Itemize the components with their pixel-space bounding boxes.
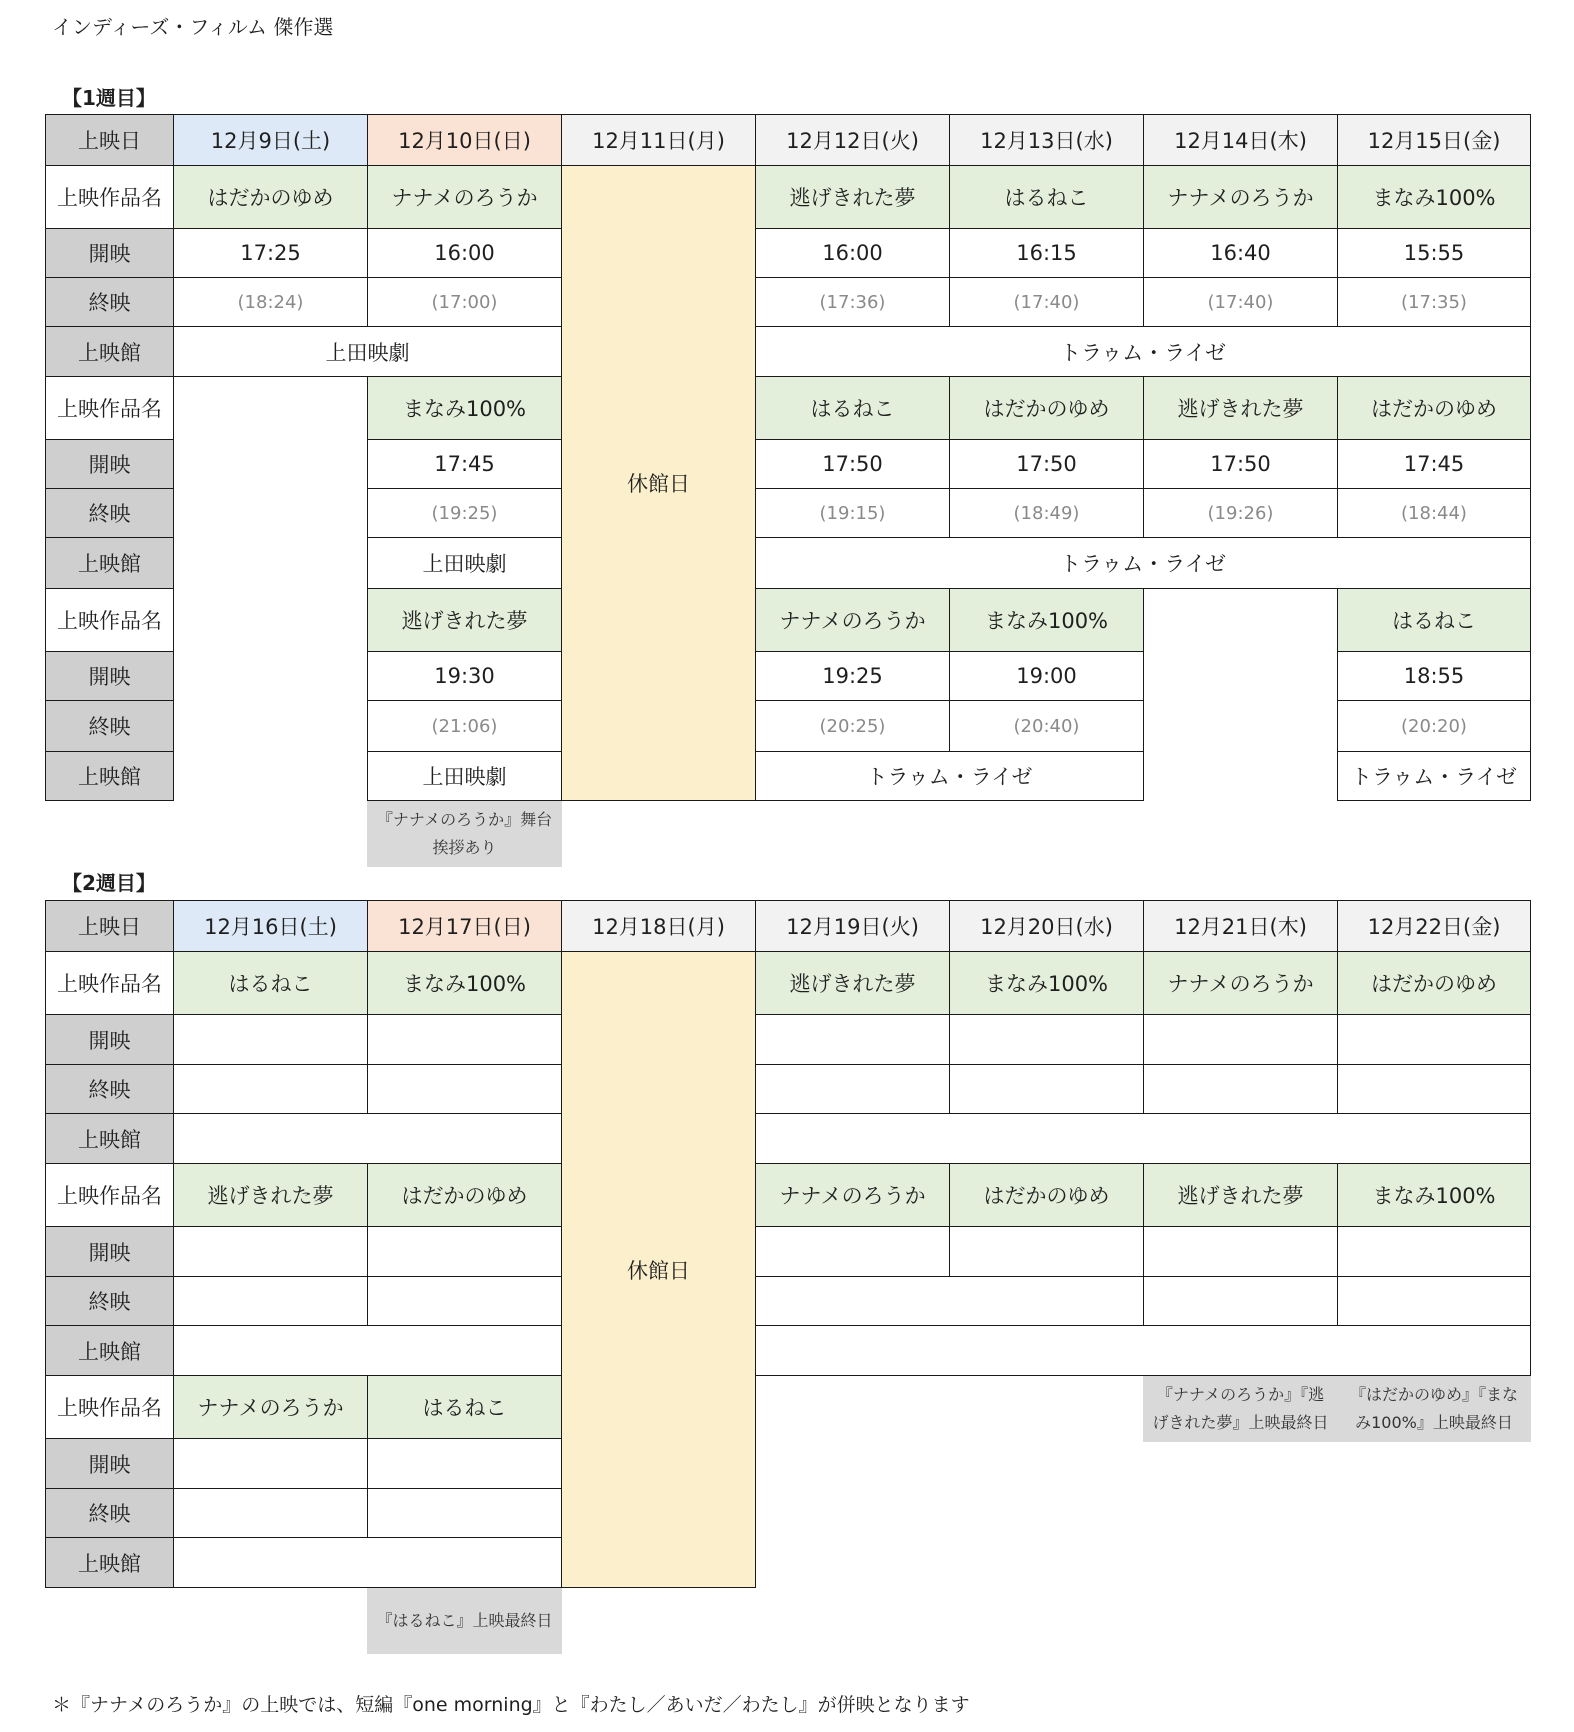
start-time-cell: 17:45 bbox=[1337, 439, 1531, 489]
start-time-cell bbox=[949, 1014, 1144, 1065]
date-header: 12月14日(木) bbox=[1143, 114, 1338, 166]
film-cell: はだかのゆめ bbox=[949, 1163, 1144, 1227]
start-time-cell bbox=[949, 1226, 1144, 1277]
end-time-cell: (18:49) bbox=[949, 488, 1144, 538]
row-label-film: 上映作品名 bbox=[45, 1163, 174, 1227]
date-header: 12月22日(金) bbox=[1337, 900, 1531, 952]
date-header: 12月13日(水) bbox=[949, 114, 1144, 166]
start-time-cell: 17:50 bbox=[949, 439, 1144, 489]
end-time-cell: (17:00) bbox=[367, 277, 562, 327]
row-label-end: 終映 bbox=[45, 277, 174, 327]
end-time-cell: (18:44) bbox=[1337, 488, 1531, 538]
note-line: 『ナナメのろうか』『逃 bbox=[1156, 1385, 1325, 1404]
closed-day-cell: 休館日 bbox=[561, 165, 756, 801]
page-title: インディーズ・フィルム 傑作選 bbox=[52, 15, 334, 39]
film-cell: まなみ100% bbox=[1337, 165, 1531, 229]
film-cell: はるねこ bbox=[1337, 588, 1531, 652]
film-cell: はるねこ bbox=[367, 1375, 562, 1439]
end-time-cell: (21:06) bbox=[367, 700, 562, 752]
end-time-cell bbox=[367, 1276, 562, 1326]
start-time-cell bbox=[367, 1438, 562, 1489]
film-cell: ナナメのろうか bbox=[755, 588, 950, 652]
start-time-cell: 16:00 bbox=[367, 228, 562, 278]
week2-label: 【2週目】 bbox=[62, 871, 156, 895]
theater-cell bbox=[173, 1537, 562, 1588]
film-cell: ナナメのろうか bbox=[173, 1375, 368, 1439]
film-cell: はだかのゆめ bbox=[1337, 951, 1531, 1015]
film-cell: はだかのゆめ bbox=[173, 165, 368, 229]
end-time-cell bbox=[1143, 1064, 1338, 1114]
date-header: 12月21日(木) bbox=[1143, 900, 1338, 952]
start-time-cell: 19:00 bbox=[949, 651, 1144, 701]
start-time-cell bbox=[173, 1438, 368, 1489]
start-time-cell: 16:15 bbox=[949, 228, 1144, 278]
theater-cell bbox=[173, 1113, 562, 1164]
note-line: げきれた夢』上映最終日 bbox=[1152, 1413, 1329, 1432]
end-time-cell bbox=[755, 1064, 950, 1114]
film-cell: 逃げきれた夢 bbox=[755, 951, 950, 1015]
film-cell: はだかのゆめ bbox=[949, 376, 1144, 440]
row-label-start: 開映 bbox=[45, 1438, 174, 1489]
start-time-cell: 18:55 bbox=[1337, 651, 1531, 701]
end-time-cell: (19:25) bbox=[367, 488, 562, 538]
row-label-end: 終映 bbox=[45, 1276, 174, 1326]
start-time-cell bbox=[367, 1226, 562, 1277]
row-label-end: 終映 bbox=[45, 1488, 174, 1538]
end-time-cell bbox=[173, 1064, 368, 1114]
theater-cell: トラゥム・ライゼ bbox=[755, 751, 1144, 801]
start-time-cell bbox=[173, 1226, 368, 1277]
date-header: 12月9日(土) bbox=[173, 114, 368, 166]
date-header: 12月20日(水) bbox=[949, 900, 1144, 952]
film-cell: はだかのゆめ bbox=[367, 1163, 562, 1227]
row-label-end: 終映 bbox=[45, 488, 174, 538]
row-label-theater: 上映館 bbox=[45, 1113, 174, 1164]
start-time-cell: 17:50 bbox=[1143, 439, 1338, 489]
end-time-cell: (17:35) bbox=[1337, 277, 1531, 327]
date-header: 12月19日(火) bbox=[755, 900, 950, 952]
end-time-cell: (17:40) bbox=[949, 277, 1144, 327]
film-cell: まなみ100% bbox=[367, 376, 562, 440]
end-time-cell: (18:24) bbox=[173, 277, 368, 327]
start-time-cell: 17:50 bbox=[755, 439, 950, 489]
note-stage-greeting bbox=[367, 801, 562, 867]
date-header: 12月16日(土) bbox=[173, 900, 368, 952]
note-last-day-thu bbox=[1143, 1376, 1338, 1442]
film-cell: ナナメのろうか bbox=[367, 165, 562, 229]
row-label-start: 開映 bbox=[45, 1226, 174, 1277]
note-line: 『はだかのゆめ』『まな bbox=[1349, 1385, 1518, 1404]
row-label-start: 開映 bbox=[45, 651, 174, 701]
end-time-cell: (17:40) bbox=[1143, 277, 1338, 327]
row-label-theater: 上映館 bbox=[45, 1325, 174, 1376]
row-label-theater: 上映館 bbox=[45, 1537, 174, 1588]
film-cell: 逃げきれた夢 bbox=[367, 588, 562, 652]
theater-cell: 上田映劇 bbox=[367, 537, 562, 589]
start-time-cell bbox=[1143, 1226, 1338, 1277]
theater-cell: トラゥム・ライゼ bbox=[755, 537, 1531, 589]
start-time-cell: 16:00 bbox=[755, 228, 950, 278]
film-cell: まなみ100% bbox=[1337, 1163, 1531, 1227]
row-label-start: 開映 bbox=[45, 1014, 174, 1065]
note-last-day-fri bbox=[1337, 1376, 1531, 1442]
film-cell: まなみ100% bbox=[949, 951, 1144, 1015]
end-time-cell bbox=[949, 1064, 1144, 1114]
end-time-cell bbox=[173, 1276, 368, 1326]
film-cell: はるねこ bbox=[949, 165, 1144, 229]
row-label-end: 終映 bbox=[45, 700, 174, 752]
row-label-theater: 上映館 bbox=[45, 751, 174, 801]
date-header: 12月17日(日) bbox=[367, 900, 562, 952]
row-label-theater: 上映館 bbox=[45, 537, 174, 589]
end-time-cell bbox=[367, 1064, 562, 1114]
date-header: 12月12日(火) bbox=[755, 114, 950, 166]
start-time-cell bbox=[173, 1014, 368, 1065]
end-time-cell bbox=[1337, 1276, 1531, 1326]
film-cell: まなみ100% bbox=[949, 588, 1144, 652]
end-time-cell bbox=[367, 1488, 562, 1538]
row-label-start: 開映 bbox=[45, 228, 174, 278]
start-time-cell bbox=[1337, 1226, 1531, 1277]
start-time-cell bbox=[755, 1014, 950, 1065]
start-time-cell: 19:30 bbox=[367, 651, 562, 701]
start-time-cell bbox=[1337, 1014, 1531, 1065]
film-cell: ナナメのろうか bbox=[1143, 951, 1338, 1015]
row-label-date: 上映日 bbox=[45, 114, 174, 166]
theater-cell bbox=[173, 1325, 562, 1376]
row-label-start: 開映 bbox=[45, 439, 174, 489]
theater-cell: 上田映劇 bbox=[367, 751, 562, 801]
date-header: 12月15日(金) bbox=[1337, 114, 1531, 166]
row-label-film: 上映作品名 bbox=[45, 165, 174, 229]
theater-cell bbox=[755, 1325, 1531, 1376]
start-time-cell: 17:25 bbox=[173, 228, 368, 278]
film-cell: 逃げきれた夢 bbox=[755, 165, 950, 229]
footnote: ＊『ナナメのろうか』の上映では、短編『one morning』と『わたし／あいだ／わたし』が併映となります bbox=[52, 1694, 970, 1716]
date-header: 12月11日(月) bbox=[561, 114, 756, 166]
row-label-end: 終映 bbox=[45, 1064, 174, 1114]
note-line: 『ナナメのろうか』舞台 bbox=[376, 810, 553, 829]
theater-cell: 上田映劇 bbox=[173, 326, 562, 377]
film-cell: 逃げきれた夢 bbox=[173, 1163, 368, 1227]
note-last-day-sun: 『はるねこ』上映最終日 bbox=[367, 1588, 562, 1654]
start-time-cell: 15:55 bbox=[1337, 228, 1531, 278]
note-line: 挨拶あり bbox=[432, 838, 497, 857]
closed-day-cell: 休館日 bbox=[561, 951, 756, 1588]
start-time-cell: 17:45 bbox=[367, 439, 562, 489]
start-time-cell bbox=[367, 1014, 562, 1065]
row-label-theater: 上映館 bbox=[45, 326, 174, 377]
end-time-cell: (20:20) bbox=[1337, 700, 1531, 752]
theater-cell: トラゥム・ライゼ bbox=[755, 326, 1531, 377]
end-time-cell bbox=[755, 1276, 1144, 1326]
end-time-cell: (20:25) bbox=[755, 700, 950, 752]
film-cell: はるねこ bbox=[755, 376, 950, 440]
end-time-cell bbox=[173, 1488, 368, 1538]
end-time-cell: (19:15) bbox=[755, 488, 950, 538]
end-time-cell: (20:40) bbox=[949, 700, 1144, 752]
film-cell: ナナメのろうか bbox=[755, 1163, 950, 1227]
date-header: 12月10日(日) bbox=[367, 114, 562, 166]
end-time-cell bbox=[1143, 1276, 1338, 1326]
film-cell: ナナメのろうか bbox=[1143, 165, 1338, 229]
end-time-cell bbox=[1337, 1064, 1531, 1114]
film-cell: 逃げきれた夢 bbox=[1143, 1163, 1338, 1227]
row-label-film: 上映作品名 bbox=[45, 1375, 174, 1439]
film-cell: 逃げきれた夢 bbox=[1143, 376, 1338, 440]
start-time-cell: 19:25 bbox=[755, 651, 950, 701]
row-label-film: 上映作品名 bbox=[45, 376, 174, 440]
film-cell: まなみ100% bbox=[367, 951, 562, 1015]
row-label-film: 上映作品名 bbox=[45, 951, 174, 1015]
film-cell: はるねこ bbox=[173, 951, 368, 1015]
row-label-date: 上映日 bbox=[45, 900, 174, 952]
end-time-cell: (17:36) bbox=[755, 277, 950, 327]
film-cell: はだかのゆめ bbox=[1337, 376, 1531, 440]
date-header: 12月18日(月) bbox=[561, 900, 756, 952]
start-time-cell bbox=[1143, 1014, 1338, 1065]
row-label-film: 上映作品名 bbox=[45, 588, 174, 652]
theater-cell bbox=[755, 1113, 1531, 1164]
week1-label: 【1週目】 bbox=[62, 86, 156, 110]
theater-cell: トラゥム・ライゼ bbox=[1337, 751, 1531, 801]
start-time-cell bbox=[755, 1226, 950, 1277]
note-line: み100%』上映最終日 bbox=[1355, 1413, 1513, 1432]
end-time-cell: (19:26) bbox=[1143, 488, 1338, 538]
start-time-cell: 16:40 bbox=[1143, 228, 1338, 278]
